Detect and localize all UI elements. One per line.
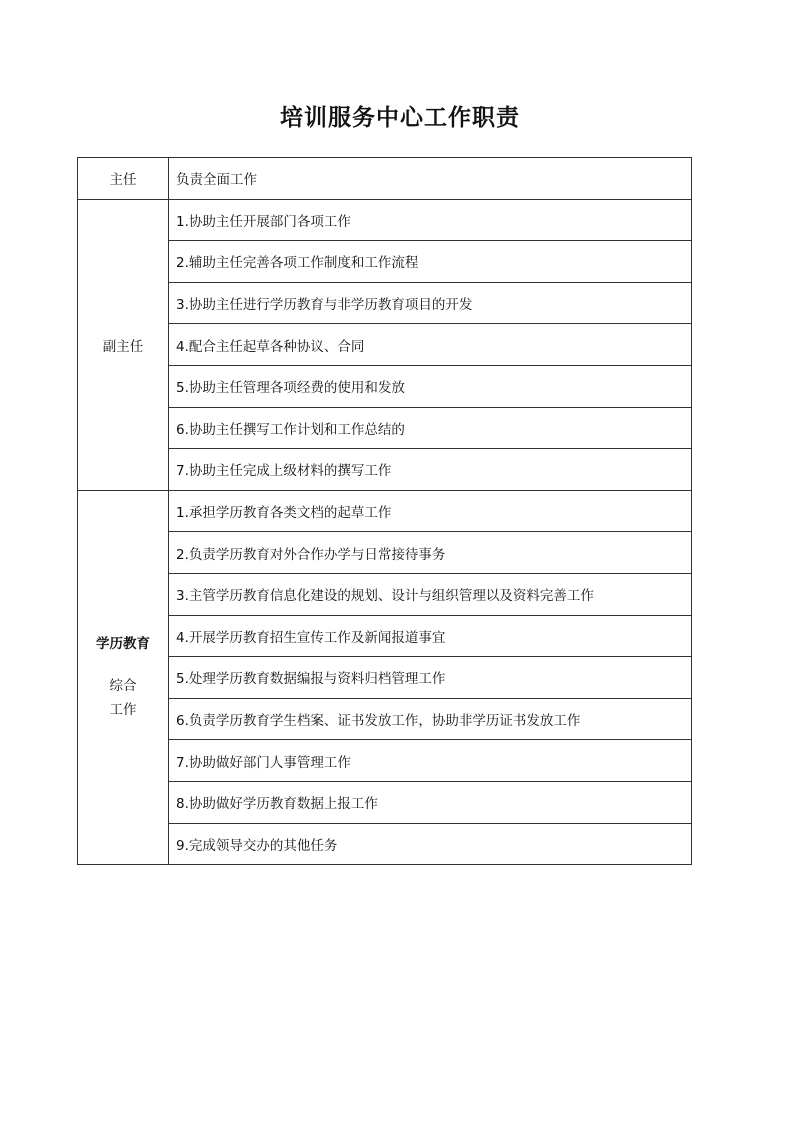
table-row (78, 449, 692, 491)
table-row (78, 282, 692, 324)
duty-cell: 3.主管学历教育信息化建设的规划、设计与组织管理以及资料完善工作 (169, 573, 692, 615)
table-row (78, 324, 692, 366)
table-row (78, 490, 692, 532)
role-cell-academic-education (78, 490, 169, 864)
duty-cell: 7.协助主任完成上级材料的撰写工作 (169, 449, 692, 491)
table-row (78, 573, 692, 615)
duty-cell: 9.完成领导交办的其他任务 (169, 823, 692, 865)
table-row (78, 365, 692, 407)
duty-cell: 1.承担学历教育各类文档的起草工作 (169, 490, 692, 532)
role-label-sub: 工作 (109, 702, 137, 719)
table-row (78, 781, 692, 823)
table-row (78, 657, 692, 699)
duty-cell: 4.配合主任起草各种协议、合同 (169, 324, 692, 366)
table-row (78, 532, 692, 574)
table-row (78, 698, 692, 740)
duty-cell: 6.负责学历教育学生档案、证书发放工作，协助非学历证书发放工作 (169, 698, 692, 740)
duty-cell: 5.协助主任管理各项经费的使用和发放 (169, 365, 692, 407)
duty-cell: 1.协助主任开展部门各项工作 (169, 199, 692, 241)
duty-cell: 2.辅助主任完善各项工作制度和工作流程 (169, 241, 692, 283)
duty-cell: 6.协助主任撰写工作计划和工作总结的 (169, 407, 692, 449)
table-row (78, 158, 692, 200)
duty-cell: 4.开展学历教育招生宣传工作及新闻报道事宜 (169, 615, 692, 657)
table-row (78, 199, 692, 241)
duty-cell: 5.处理学历教育数据编报与资料归档管理工作 (169, 657, 692, 699)
role-label-bold: 学历教育 (96, 636, 150, 653)
role-cell-director: 主任 (78, 158, 169, 200)
table-row (78, 407, 692, 449)
table-row (78, 615, 692, 657)
duty-cell: 8.协助做好学历教育数据上报工作 (169, 781, 692, 823)
table-row (78, 241, 692, 283)
table-row (78, 823, 692, 865)
duty-cell: 3.协助主任进行学历教育与非学历教育项目的开发 (169, 282, 692, 324)
table-row (78, 740, 692, 782)
page-title: 培训服务中心工作职责 (280, 104, 520, 131)
duty-cell: 7.协助做好部门人事管理工作 (169, 740, 692, 782)
role-cell-deputy-director: 副主任 (78, 199, 169, 490)
duty-cell: 负责全面工作 (169, 158, 692, 200)
duty-table (77, 157, 692, 865)
duty-cell: 2.负责学历教育对外合作办学与日常接待事务 (169, 532, 692, 574)
role-label-sub: 综合 (109, 678, 137, 695)
